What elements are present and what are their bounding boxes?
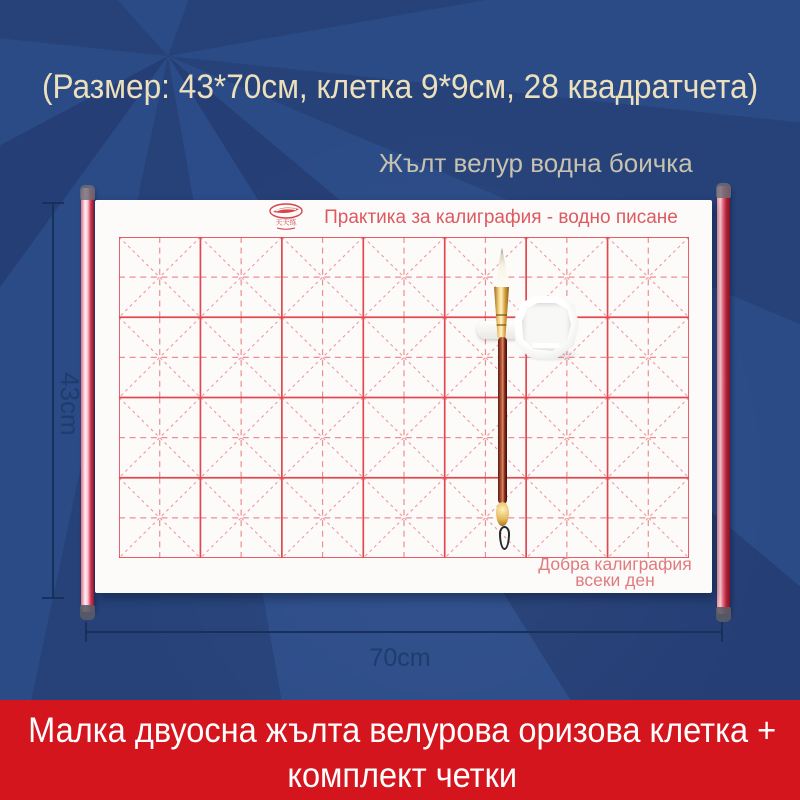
right-scroll-rod	[717, 186, 730, 614]
size-title	[0, 68, 800, 106]
mat-heading: Практика за калиграфия - водно писане	[324, 207, 678, 228]
mat-footer-line1: Добра калиграфия	[538, 554, 692, 574]
left-rod-bottom-cap	[80, 605, 95, 620]
mat-footer-line2: всеки ден	[575, 570, 655, 590]
width-label: 70cm	[369, 644, 431, 672]
brush-handle	[498, 337, 507, 504]
size-title-text: (Размер: 43*70см, клетка 9*9см, 28 квадратчета)	[41, 68, 759, 106]
product-title-banner	[0, 700, 800, 800]
water-dish-glint	[532, 343, 560, 348]
material-subtitle: Жълт велур водна боичка	[379, 148, 693, 178]
product-title-text	[28, 700, 776, 798]
width-dimension-left-tick	[85, 622, 87, 642]
width-dimension-right-tick	[721, 622, 723, 642]
height-dimension-bottom-tick	[42, 597, 64, 599]
right-rod-top-cap	[716, 183, 731, 198]
product-title-line2: комплект четки	[287, 756, 518, 795]
mat-footer-slogan	[490, 556, 740, 588]
width-dimension-line	[86, 631, 723, 633]
height-dimension-top-tick	[42, 202, 64, 204]
height-label: 43cm	[55, 372, 85, 436]
water-writing-mat	[95, 200, 712, 593]
right-rod-bottom-cap	[716, 607, 731, 622]
brand-logo-characters: 天天练	[275, 219, 297, 227]
product-title-line1: Малка двуосна жълта велурова оризова клетка +	[28, 711, 777, 750]
left-rod-top-cap	[80, 185, 95, 200]
practice-grid	[119, 237, 689, 558]
